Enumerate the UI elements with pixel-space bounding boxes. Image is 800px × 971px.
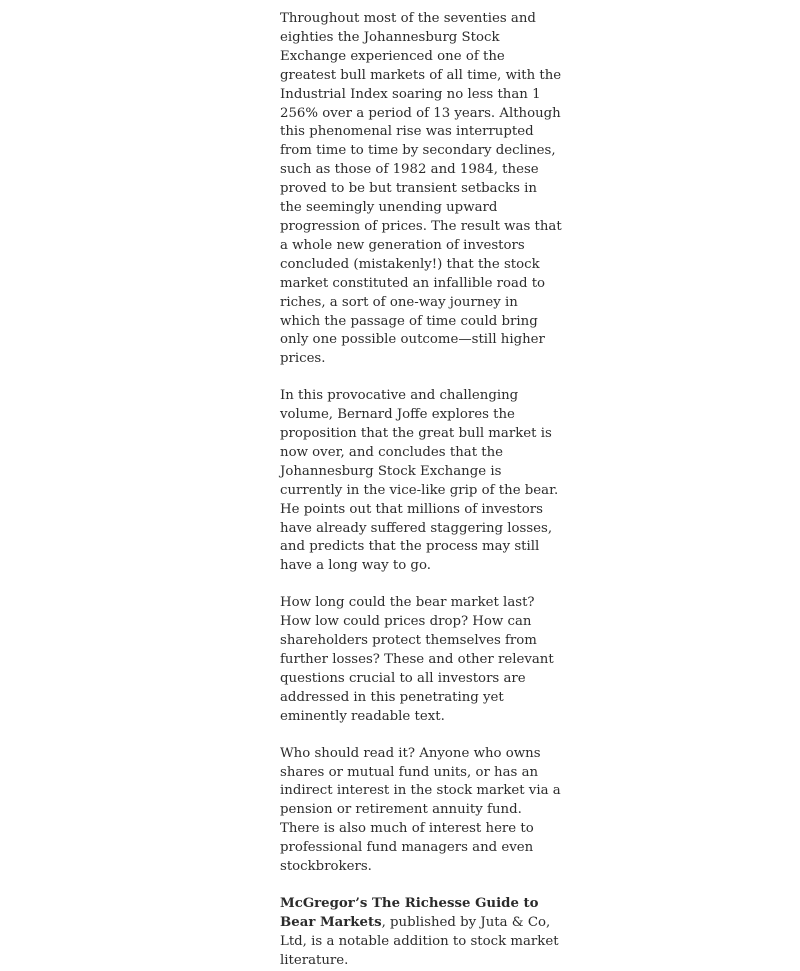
closing-text: , published by Juta & Co, Ltd, is a notable addition to stock market literature. (280, 914, 559, 968)
paragraph-questions: How long could the bear market last? How low could prices drop? How can shareholders protect themselves from further losses? These and other relevant questions crucial to all investors are addressed in this penetrating yet eminently readable text. (280, 595, 554, 724)
paragraph-audience: Who should read it? Anyone who owns shares or mutual fund units, or has an indirect interest in the stock market via a pension or retirement annuity fund. There is also much of interest here to professional fund managers and even stockbrokers. (280, 745, 561, 875)
text-column (280, 10, 562, 971)
paragraph-closing (280, 895, 562, 971)
paragraph-bear-thesis: In this provocative and challenging volume, Bernard Joffe explores the proposition that the great bull market is now over, and concludes that the Johannesburg Stock Exchange is currently in the vice-like grip of the bear. He points out that millions of investors have already suffered staggering losses, and predicts that the process may still have a long way to go. (280, 388, 559, 574)
book-title: McGregor’s The Richesse Guide to Bear Markets (280, 895, 539, 930)
paragraph-bull-market: Throughout most of the seventies and eighties the Johannesburg Stock Exchange experienced one of the greatest bull markets of all time, with the Industrial Index soaring no less than 1 256% over a period of 13 years. Although this phenomenal rise was interrupted from time to time by secondary declines, such as those of 1982 and 1984, these proved to be but transient setbacks in the seemingly unending upward progression of prices. The result was that a whole new generation of investors concluded (mistakenly!) that the stock market constituted an infallible road to riches, a sort of one-way journey in which the passage of time could bring only one possible outcome—still higher prices. (280, 11, 562, 367)
